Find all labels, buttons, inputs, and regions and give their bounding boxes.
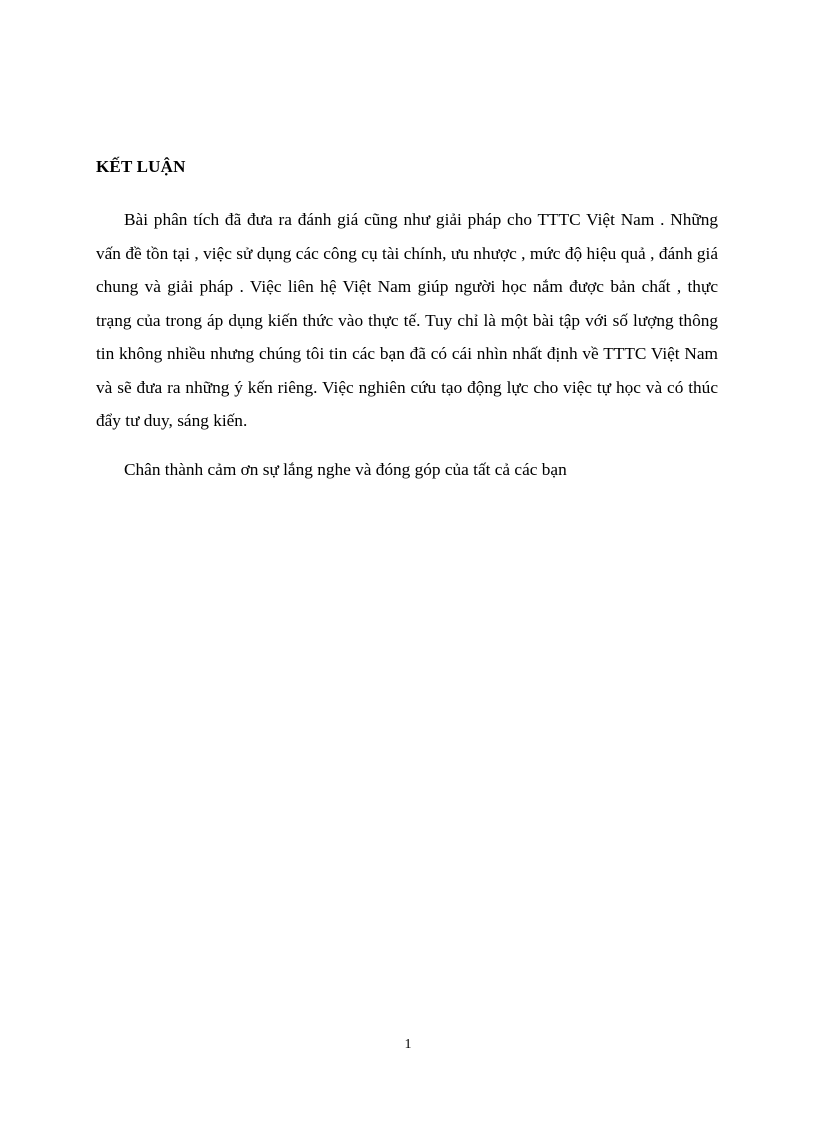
closing-line: Chân thành cảm ơn sự lắng nghe và đóng góp của tất cả các bạn: [124, 460, 567, 479]
conclusion-paragraph: Bài phân tích đã đưa ra đánh giá cũng như giải pháp cho TTTC Việt Nam . Những vấn đề tồn tại , việc sử dụng các công cụ tài chính, ưu nhược , mức độ hiệu quả , đánh giá chung và giải pháp . Việc liên hệ Việt Nam giúp người học nắm được bản chất , thực trạng của trong áp dụng kiến thức vào thực tế. Tuy chỉ là một bài tập với số lượng thông tin không nhiều nhưng chúng tôi tin các bạn đã có cái nhìn nhất định về TTTC Việt Nam và sẽ đưa ra những ý kến riêng. Việc nghiên cứu tạo động lực cho việc tự học và có thúc đẩy tư duy, sáng kiến.: [96, 210, 718, 430]
page-number: 1: [404, 1037, 412, 1052]
section-heading: KẾT LUẬN: [96, 157, 186, 176]
